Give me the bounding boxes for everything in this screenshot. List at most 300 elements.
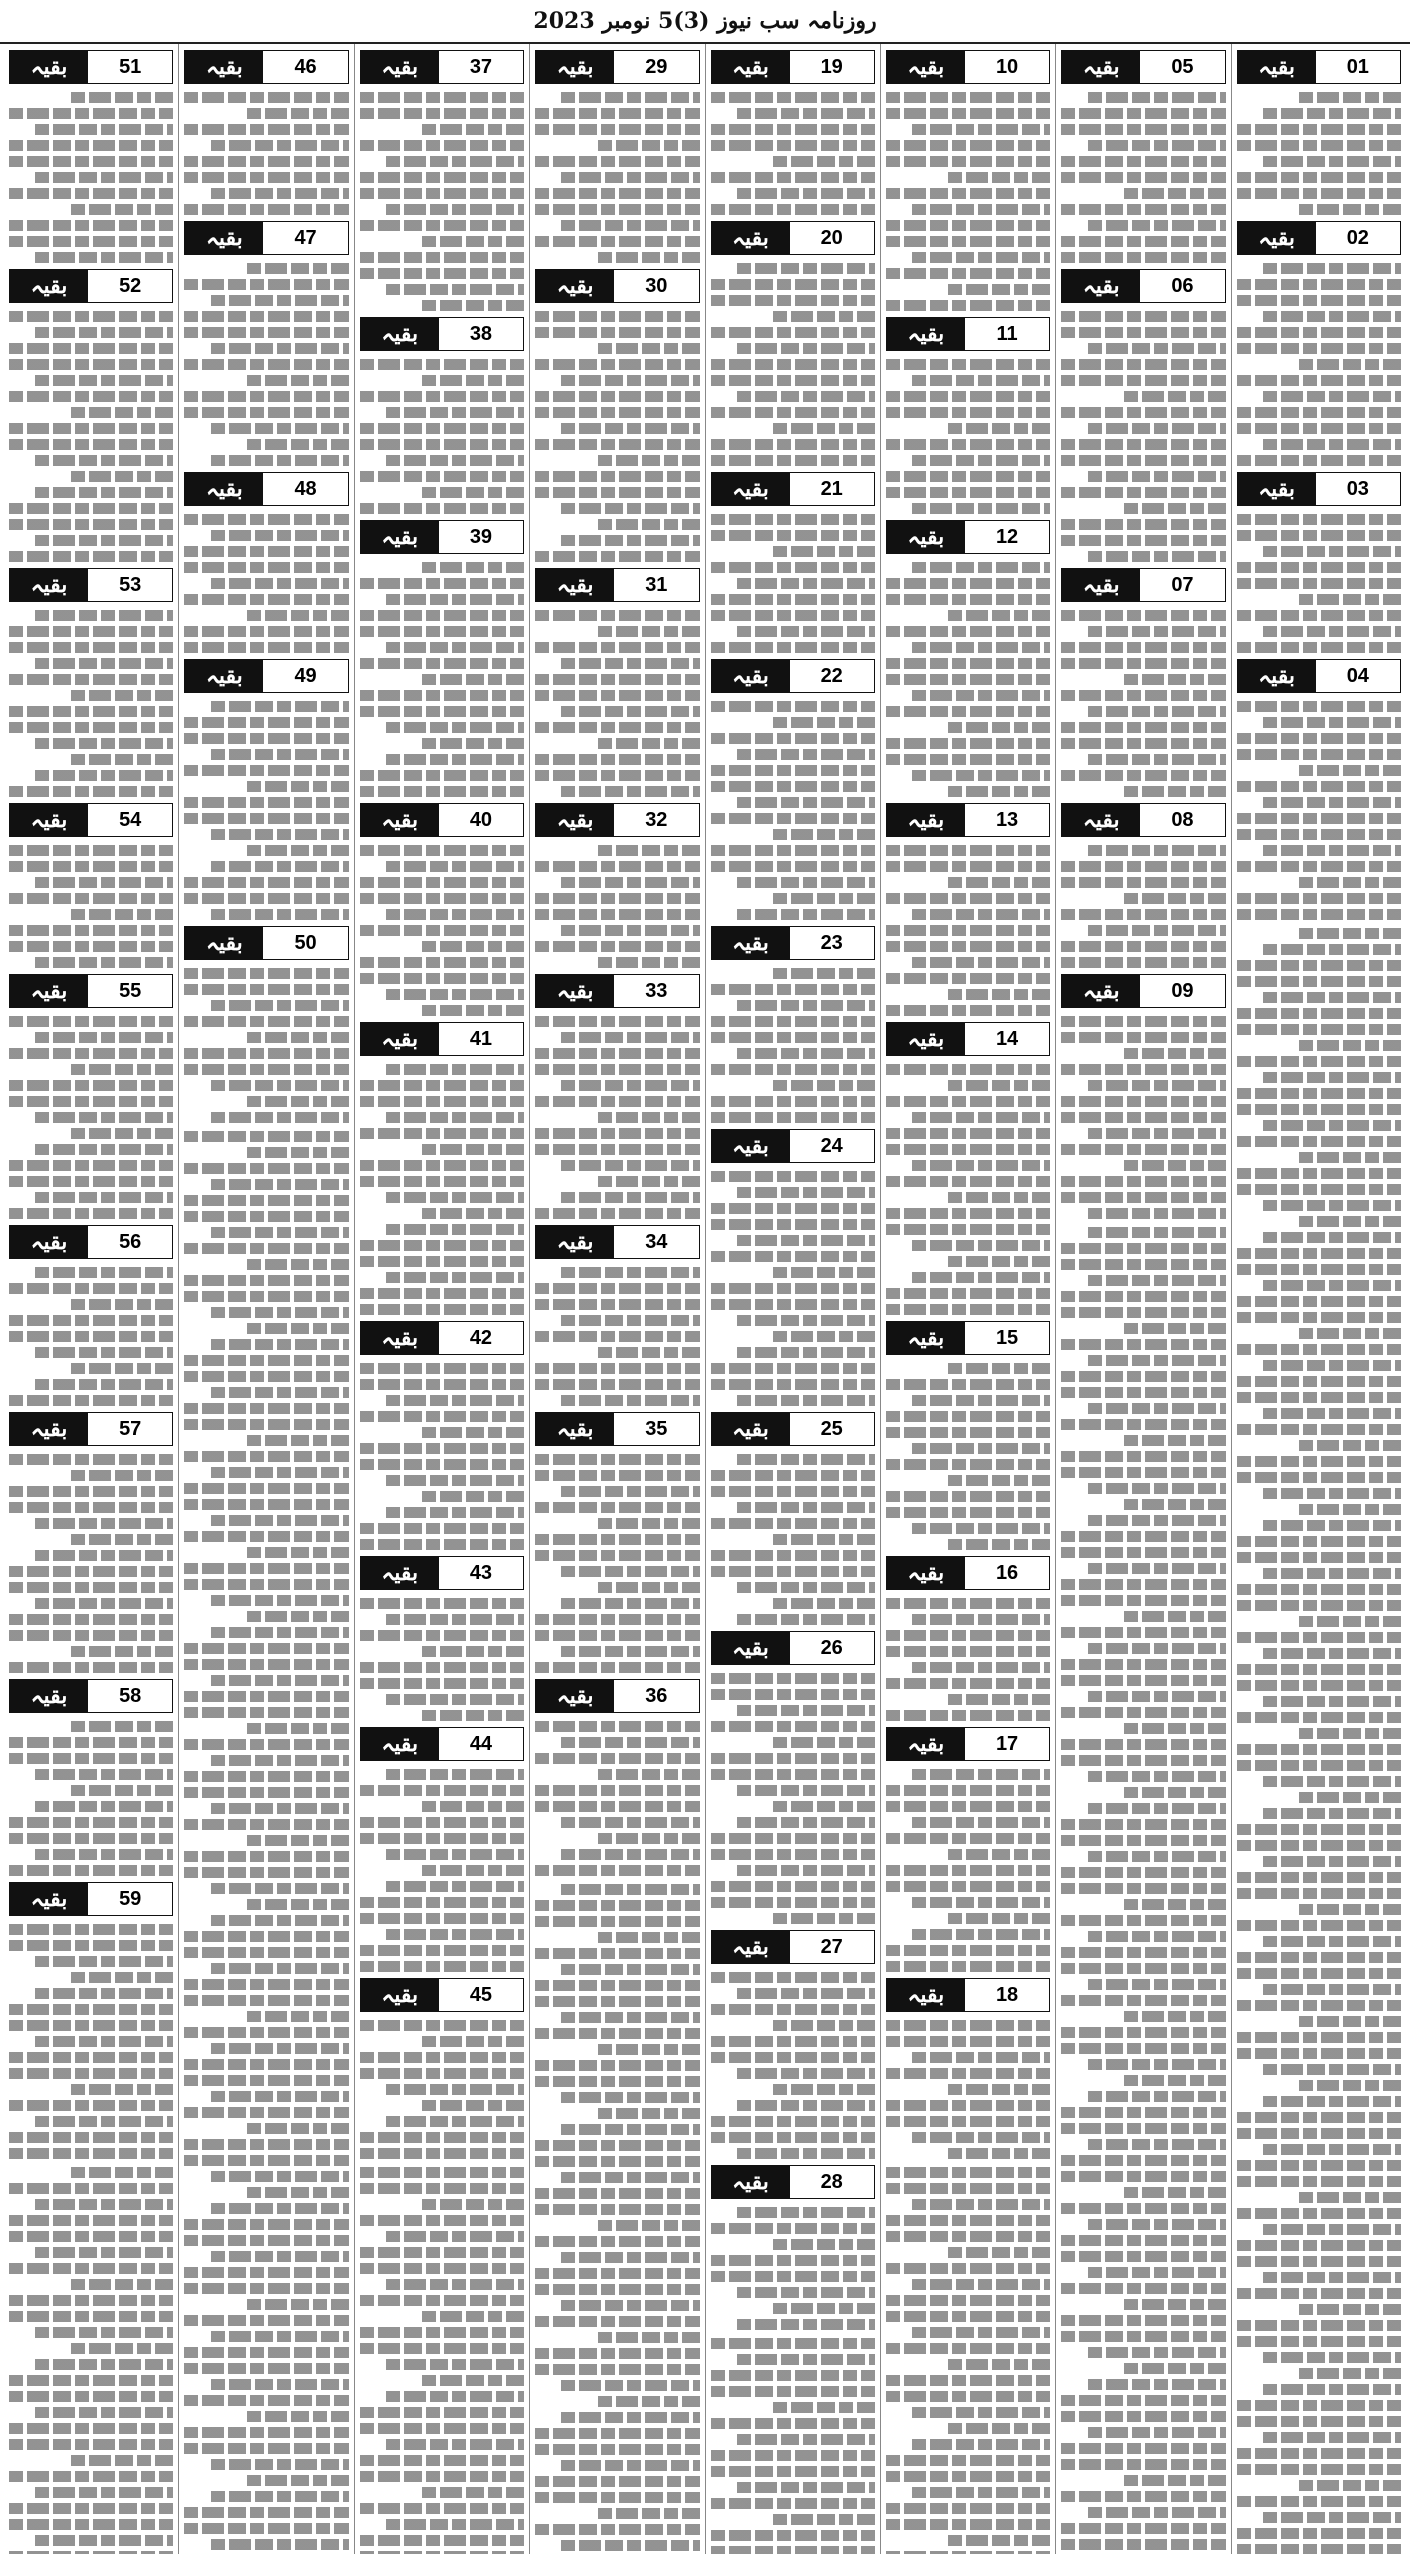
article-text xyxy=(1237,699,1401,920)
continuation-label xyxy=(9,50,173,84)
text-line xyxy=(912,2132,1050,2143)
text-line xyxy=(711,1721,875,1732)
text-line xyxy=(360,1817,524,1828)
continuation-number: 25 xyxy=(820,1417,843,1440)
text-line xyxy=(360,2020,524,2031)
text-line xyxy=(1088,706,1226,717)
text-line xyxy=(386,1614,524,1625)
text-line xyxy=(184,1851,348,1862)
text-line xyxy=(71,2455,173,2466)
text-line xyxy=(35,1144,173,1155)
text-line xyxy=(886,1288,1050,1299)
continuation-block xyxy=(711,472,875,653)
text-line xyxy=(535,770,699,781)
text-line xyxy=(773,717,875,728)
continuation-number: 46 xyxy=(294,55,317,78)
continuation-label xyxy=(711,659,875,693)
text-line xyxy=(912,1272,1050,1283)
text-line xyxy=(886,1128,1050,1139)
text-line xyxy=(598,738,700,749)
text-line xyxy=(561,535,699,546)
text-line xyxy=(71,1064,173,1075)
text-line xyxy=(561,1267,699,1278)
text-line xyxy=(9,108,173,119)
text-line xyxy=(1088,2139,1226,2150)
text-line xyxy=(35,957,173,968)
text-line xyxy=(35,2199,173,2210)
text-line xyxy=(1061,722,1225,733)
text-line xyxy=(886,1208,1050,1219)
text-line xyxy=(1237,1024,1401,1035)
text-line xyxy=(211,2331,349,2342)
continuation-number: 39 xyxy=(469,525,493,548)
continuation-label xyxy=(711,1129,875,1163)
text-line xyxy=(886,2020,1050,2031)
text-line xyxy=(886,1646,1050,1657)
text-line xyxy=(912,2052,1050,2063)
continuation-number: 19 xyxy=(820,55,843,78)
text-line xyxy=(535,1502,699,1513)
text-line xyxy=(360,359,524,370)
continuation-number: 12 xyxy=(995,525,1019,548)
text-line xyxy=(535,1785,699,1796)
continuation-number: 36 xyxy=(645,1684,668,1707)
text-line xyxy=(912,957,1050,968)
text-line xyxy=(386,1849,524,1860)
continuation-number: 38 xyxy=(469,322,493,345)
text-line xyxy=(1237,1312,1401,1323)
text-line xyxy=(711,2052,875,2063)
text-line xyxy=(1061,877,1225,888)
text-line xyxy=(386,1272,524,1283)
continuation-block xyxy=(711,2165,875,2330)
text-line xyxy=(1061,1531,1225,1542)
continuation-block xyxy=(360,1978,524,2159)
text-line xyxy=(360,2535,524,2546)
text-line xyxy=(184,2523,348,2534)
text-line xyxy=(71,2084,173,2095)
text-line xyxy=(1061,1547,1225,1558)
text-line xyxy=(535,471,699,482)
text-line xyxy=(1061,2107,1225,2118)
text-line xyxy=(9,1753,173,1764)
text-line xyxy=(1088,1403,1226,1414)
text-line xyxy=(912,2487,1050,2498)
text-line xyxy=(360,1176,524,1187)
continuation-label xyxy=(535,269,699,303)
text-line xyxy=(912,1614,1050,1625)
text-line xyxy=(386,284,524,295)
text-line xyxy=(737,2482,875,2493)
continuation-block xyxy=(9,803,173,968)
text-line xyxy=(711,1096,875,1107)
article-text xyxy=(886,1361,1050,1550)
text-line xyxy=(886,2519,1050,2530)
text-line xyxy=(886,1598,1050,1609)
text-line xyxy=(211,140,349,151)
continuation-label xyxy=(886,317,1050,351)
text-line xyxy=(886,1710,1050,1721)
text-line xyxy=(535,754,699,765)
text-line xyxy=(598,2220,700,2231)
text-line xyxy=(737,2068,875,2079)
text-line xyxy=(360,1411,524,1422)
continuation-label xyxy=(1061,803,1225,837)
text-line xyxy=(535,2476,699,2487)
text-line xyxy=(1088,2379,1226,2390)
text-line xyxy=(1237,2128,1401,2139)
text-line xyxy=(1299,1152,1401,1163)
article-text xyxy=(1237,90,1401,215)
text-line xyxy=(561,423,699,434)
text-line xyxy=(35,487,173,498)
text-line xyxy=(737,1454,875,1465)
text-line xyxy=(773,156,875,167)
text-line xyxy=(561,1598,699,1609)
text-line xyxy=(737,749,875,760)
continuation-label xyxy=(711,472,875,506)
text-line xyxy=(886,1459,1050,1470)
text-line xyxy=(1237,343,1401,354)
continuation-label xyxy=(9,1412,173,1446)
text-line xyxy=(9,1502,173,1513)
continuation-label xyxy=(1237,221,1401,255)
text-line xyxy=(535,1721,699,1732)
continuation-word: بقیہ xyxy=(887,1979,965,2011)
text-line xyxy=(886,1064,1050,1075)
text-line xyxy=(1061,519,1225,530)
text-line xyxy=(211,1112,349,1123)
continuation-block xyxy=(1061,803,1225,968)
text-line xyxy=(9,220,173,231)
continuation-label xyxy=(711,2165,875,2199)
column xyxy=(1055,44,1230,2554)
text-line xyxy=(711,407,875,418)
continuation-label xyxy=(1061,269,1225,303)
text-line xyxy=(886,1945,1050,1956)
text-line xyxy=(912,124,1050,135)
continuation-word: بقیہ xyxy=(712,222,790,254)
text-line xyxy=(360,706,524,717)
text-line xyxy=(360,1897,524,1908)
text-line xyxy=(35,2247,173,2258)
text-line xyxy=(9,311,173,322)
text-line xyxy=(247,1259,349,1270)
text-line xyxy=(1061,236,1225,247)
continuation-block xyxy=(1237,472,1401,653)
text-line xyxy=(1263,1280,1401,1291)
continuation-label xyxy=(1237,50,1401,84)
continuation-number: 22 xyxy=(820,664,843,687)
text-line xyxy=(1237,1248,1401,1259)
text-line xyxy=(184,407,348,418)
text-line xyxy=(886,2391,1050,2402)
text-line xyxy=(211,1515,349,1526)
continuation-label xyxy=(535,1225,699,1259)
text-line xyxy=(184,1048,348,1059)
continuation-word: بقیہ xyxy=(10,270,88,302)
text-line xyxy=(535,690,699,701)
text-line xyxy=(535,2236,699,2247)
text-line xyxy=(184,2027,348,2038)
text-line xyxy=(1237,861,1401,872)
text-line xyxy=(1061,327,1225,338)
text-line xyxy=(35,535,173,546)
text-line xyxy=(386,1395,524,1406)
text-line xyxy=(1088,140,1226,151)
text-line xyxy=(184,2235,348,2246)
continuation-word: بقیہ xyxy=(361,1023,439,1055)
text-line xyxy=(9,2439,173,2450)
text-line xyxy=(598,1833,700,1844)
text-line xyxy=(9,236,173,247)
text-line xyxy=(1088,1851,1226,1862)
text-line xyxy=(886,1801,1050,1812)
text-line xyxy=(886,188,1050,199)
text-line xyxy=(184,1275,348,1286)
text-line xyxy=(211,1803,349,1814)
text-line xyxy=(535,2268,699,2279)
continuation-block xyxy=(184,926,348,1123)
article-text xyxy=(886,560,1050,797)
continuation-block xyxy=(1237,659,1401,920)
text-line xyxy=(886,487,1050,498)
text-line xyxy=(184,156,348,167)
text-line xyxy=(1237,1824,1401,1835)
text-line xyxy=(386,1064,524,1075)
text-line xyxy=(71,1785,173,1796)
text-line xyxy=(535,2524,699,2535)
article-text xyxy=(360,2165,524,2554)
text-line xyxy=(386,455,524,466)
text-line xyxy=(1237,172,1401,183)
text-line xyxy=(912,909,1050,920)
text-line xyxy=(1061,2411,1225,2422)
text-line xyxy=(360,2247,524,2258)
text-line xyxy=(535,674,699,685)
text-line xyxy=(737,1785,875,1796)
continuation-word: بقیہ xyxy=(10,1413,88,1445)
text-line xyxy=(561,2540,699,2551)
text-line xyxy=(912,690,1050,701)
text-line xyxy=(1237,1456,1401,1467)
text-line xyxy=(1263,546,1401,557)
text-line xyxy=(886,754,1050,765)
text-line xyxy=(1299,1040,1401,1051)
continuation-label xyxy=(535,1412,699,1446)
continuation-label xyxy=(360,317,524,351)
text-line xyxy=(773,2402,875,2413)
text-line xyxy=(35,658,173,669)
text-line xyxy=(1088,1208,1226,1219)
text-line xyxy=(71,2343,173,2354)
text-line xyxy=(711,1486,875,1497)
text-line xyxy=(9,439,173,450)
column xyxy=(529,44,704,2554)
text-line xyxy=(184,1643,348,1654)
text-line xyxy=(1237,1376,1401,1387)
continuation-label xyxy=(535,568,699,602)
text-line xyxy=(711,2036,875,2047)
text-line xyxy=(1088,2091,1226,2102)
continuation-label xyxy=(360,50,524,84)
continuation-word: بقیہ xyxy=(536,1413,614,1445)
text-line xyxy=(1263,1776,1401,1787)
text-line xyxy=(1237,188,1401,199)
text-line xyxy=(1237,1584,1401,1595)
text-line xyxy=(184,1659,348,1670)
text-line xyxy=(561,925,699,936)
text-line xyxy=(184,1739,348,1750)
text-line xyxy=(1263,1648,1401,1659)
text-line xyxy=(1061,2315,1225,2326)
text-line xyxy=(773,423,875,434)
article-text xyxy=(711,1169,875,1406)
text-line xyxy=(1088,2059,1226,2070)
text-line xyxy=(886,268,1050,279)
continuation-word: بقیہ xyxy=(536,51,614,83)
text-line xyxy=(247,1435,349,1446)
text-line xyxy=(561,1884,699,1895)
text-line xyxy=(886,2343,1050,2354)
text-line xyxy=(360,845,524,856)
text-line xyxy=(9,156,173,167)
text-line xyxy=(598,455,700,466)
continuation-word: بقیہ xyxy=(361,804,439,836)
text-line xyxy=(711,514,875,525)
column xyxy=(1231,44,1406,2554)
text-line xyxy=(1124,503,1226,514)
text-line xyxy=(1061,2395,1225,2406)
text-line xyxy=(535,1208,699,1219)
continuation-number: 24 xyxy=(820,1134,843,1157)
text-line xyxy=(9,2471,173,2482)
text-line xyxy=(1299,204,1401,215)
text-line xyxy=(1061,861,1225,872)
text-line xyxy=(1088,1275,1226,1286)
text-line xyxy=(184,1211,348,1222)
continuation-word: بقیہ xyxy=(1062,51,1140,83)
article-text xyxy=(711,261,875,466)
text-line xyxy=(535,2444,699,2455)
text-line xyxy=(561,1080,699,1091)
text-line xyxy=(711,295,875,306)
text-line xyxy=(360,471,524,482)
continuation-block xyxy=(1061,50,1225,263)
continuation-block xyxy=(711,926,875,1123)
text-line xyxy=(247,108,349,119)
text-line xyxy=(535,1064,699,1075)
text-line xyxy=(1299,2304,1401,2315)
text-line xyxy=(9,1940,173,1951)
text-line xyxy=(1124,893,1226,904)
text-line xyxy=(1299,1616,1401,1627)
continuation-word: بقیہ xyxy=(10,975,88,1007)
text-line xyxy=(360,1379,524,1390)
continuation-number: 51 xyxy=(119,55,142,78)
text-line xyxy=(35,2036,173,2047)
text-line xyxy=(1299,2080,1401,2091)
text-line xyxy=(1299,877,1401,888)
text-line xyxy=(35,2407,173,2418)
text-line xyxy=(948,284,1050,295)
text-line xyxy=(561,877,699,888)
text-line xyxy=(912,375,1050,386)
text-line xyxy=(386,2116,524,2127)
text-line xyxy=(422,738,524,749)
text-line xyxy=(1237,749,1401,760)
text-line xyxy=(247,2123,349,2134)
text-line xyxy=(1237,2000,1401,2011)
text-line xyxy=(912,1395,1050,1406)
text-line xyxy=(711,562,875,573)
text-line xyxy=(886,1491,1050,1502)
text-line xyxy=(9,1016,173,1027)
text-line xyxy=(561,1032,699,1043)
text-line xyxy=(1061,439,1225,450)
text-line xyxy=(422,1208,524,1219)
text-line xyxy=(1237,701,1401,712)
continuation-block xyxy=(886,50,1050,311)
continuation-label xyxy=(184,659,348,693)
text-line xyxy=(184,2107,348,2118)
text-line xyxy=(1237,140,1401,151)
text-line xyxy=(360,1961,524,1972)
text-line xyxy=(886,845,1050,856)
continuation-number: 48 xyxy=(294,477,317,500)
article-text xyxy=(9,90,173,263)
text-line xyxy=(9,343,173,354)
text-line xyxy=(386,1694,524,1705)
text-line xyxy=(184,204,348,215)
text-line xyxy=(1263,2224,1401,2235)
text-line xyxy=(184,813,348,824)
text-line xyxy=(1061,1659,1225,1670)
continuation-label xyxy=(886,1978,1050,2012)
text-line xyxy=(211,530,349,541)
text-line xyxy=(535,2348,699,2359)
text-line xyxy=(773,2020,875,2031)
text-line xyxy=(1061,738,1225,749)
text-line xyxy=(386,1881,524,1892)
text-line xyxy=(360,188,524,199)
text-line xyxy=(211,1627,349,1638)
text-line xyxy=(1237,610,1401,621)
text-line xyxy=(184,1371,348,1382)
columns-container xyxy=(4,44,1406,2554)
text-line xyxy=(211,2091,349,2102)
article-text xyxy=(9,1452,173,1673)
text-line xyxy=(1237,1552,1401,1563)
text-line xyxy=(711,140,875,151)
text-line xyxy=(9,1566,173,1577)
text-line xyxy=(360,2183,524,2194)
text-line xyxy=(561,2092,699,2103)
text-line xyxy=(912,204,1050,215)
text-line xyxy=(1061,2203,1225,2214)
text-line xyxy=(184,327,348,338)
text-line xyxy=(711,2418,875,2429)
text-line xyxy=(1061,642,1225,653)
text-line xyxy=(711,455,875,466)
text-line xyxy=(1124,674,1226,685)
text-line xyxy=(886,941,1050,952)
text-line xyxy=(711,781,875,792)
text-line xyxy=(773,2303,875,2314)
text-line xyxy=(211,2379,349,2390)
text-line xyxy=(360,2423,524,2434)
continuation-block xyxy=(886,803,1050,1016)
